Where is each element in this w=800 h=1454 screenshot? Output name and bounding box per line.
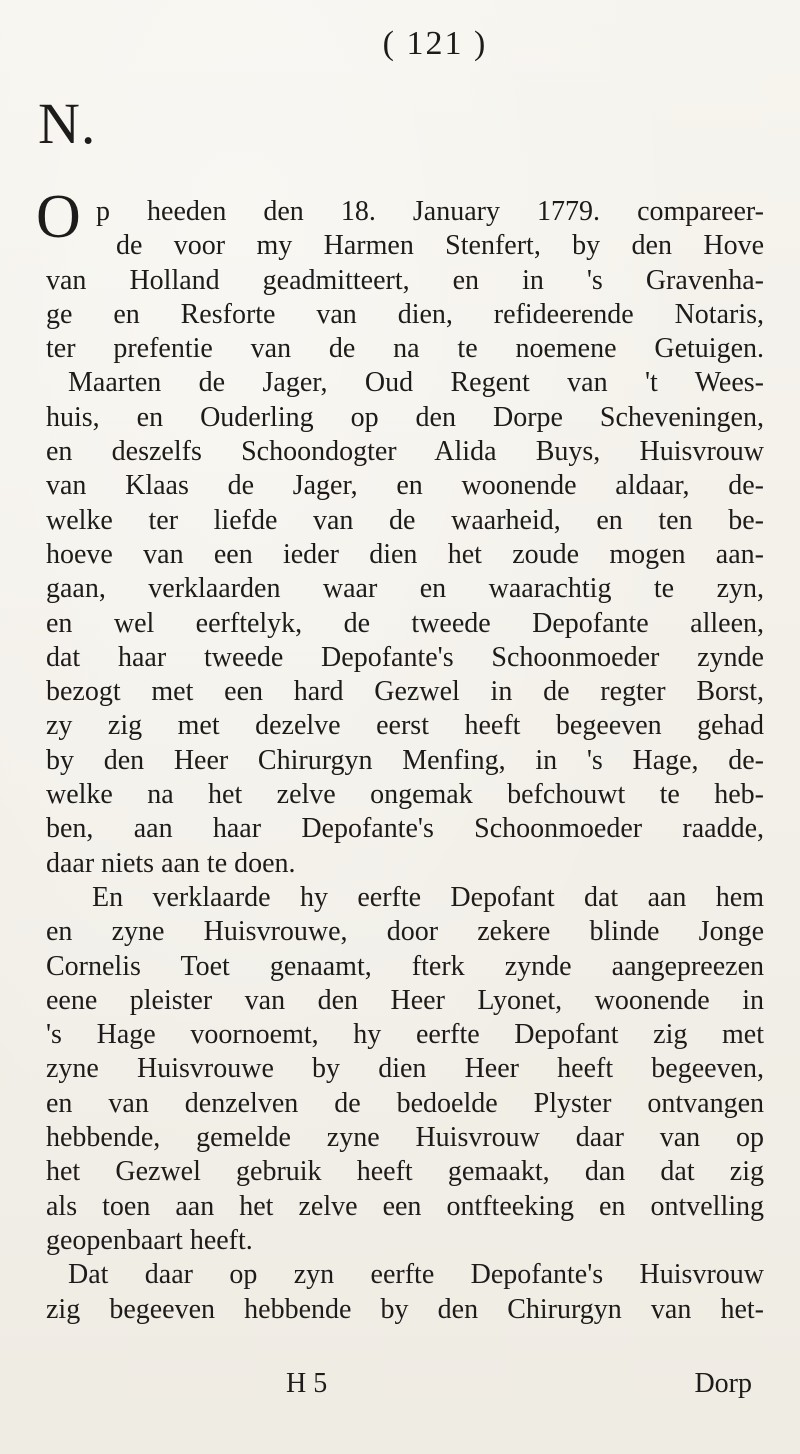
text-line: ge en Resforte van dien, refideerende Notaris, (46, 298, 764, 330)
text-line: eene pleister van den Heer Lyonet, woonende in (46, 984, 764, 1016)
text-line: welke ter liefde van de waarheid, en ten be- (46, 504, 764, 536)
text-line: welke na het zelve ongemak befchouwt te heb- (46, 779, 764, 811)
text-line: 's Hage voornoemt, hy eerfte Depofant zig met (46, 1019, 764, 1051)
printer-signature: H 5 (286, 1368, 328, 1399)
catchword: Dorp (694, 1368, 752, 1399)
text-line: de voor my Harmen Stenfert, by den Hove (116, 230, 764, 262)
text-line: hoeve van een ieder dien het zoude mogen aan- (46, 538, 764, 570)
text-line: gaan, verklaarden waar en waarachtig te zyn, (46, 573, 764, 605)
text-line: hebbende, gemelde zyne Huisvrouw daar van op (46, 1122, 764, 1154)
text-line: het Gezwel gebruik heeft gemaakt, dan dat zig (46, 1156, 764, 1188)
text-line: ben, aan haar Depofante's Schoonmoeder raadde, (46, 813, 764, 845)
text-line: Maarten de Jager, Oud Regent van 't Wees- (68, 367, 764, 399)
text-line: zyne Huisvrouwe by dien Heer heeft begeeven, (46, 1053, 764, 1085)
text-line: van Holland geadmitteert, en in 's Gravenha- (46, 264, 764, 296)
text-line: En verklaarde hy eerfte Depofant dat aan hem (92, 881, 764, 913)
text-line: daar niets aan te doen. (46, 847, 296, 879)
text-line: ter prefentie van de na te noemene Getuigen. (46, 333, 764, 365)
section-mark: N. (38, 91, 97, 156)
text-line: Cornelis Toet genaamt, fterk zynde aangepreezen (46, 950, 764, 982)
footer-line (46, 1368, 764, 1408)
text-line: geopenbaart heeft. (46, 1224, 253, 1256)
page-number: ( 121 ) (382, 25, 488, 62)
drop-cap: O (36, 183, 81, 251)
body-text (46, 195, 764, 1327)
text-line: en wel eerftelyk, de tweede Depofante alleen, (46, 607, 764, 639)
text-line: bezogt met een hard Gezwel in de regter Borst, (46, 676, 764, 708)
text-line: Dat daar op zyn eerfte Depofante's Huisvrouw (68, 1259, 764, 1291)
text-line: als toen aan het zelve een ontfteeking en ontvelling (46, 1190, 764, 1222)
text-line: by den Heer Chirurgyn Menfing, in 's Hage, de- (46, 744, 764, 776)
text-line: en van denzelven de bedoelde Plyster ontvangen (46, 1087, 764, 1119)
text-line: en zyne Huisvrouwe, door zekere blinde Jonge (46, 916, 764, 948)
text-line: zig begeeven hebbende by den Chirurgyn van het- (46, 1293, 764, 1325)
text-line: p heeden den 18. January 1779. compareer- (96, 196, 764, 227)
text-line: huis, en Ouderling op den Dorpe Scheveningen, (46, 401, 764, 433)
text-line: zy zig met dezelve eerst heeft begeeven gehad (46, 710, 764, 742)
text-line: en deszelfs Schoondogter Alida Buys, Huisvrouw (46, 436, 764, 468)
text-line: van Klaas de Jager, en woonende aldaar, de- (46, 470, 764, 502)
text-line: dat haar tweede Depofante's Schoonmoeder zynde (46, 641, 764, 673)
